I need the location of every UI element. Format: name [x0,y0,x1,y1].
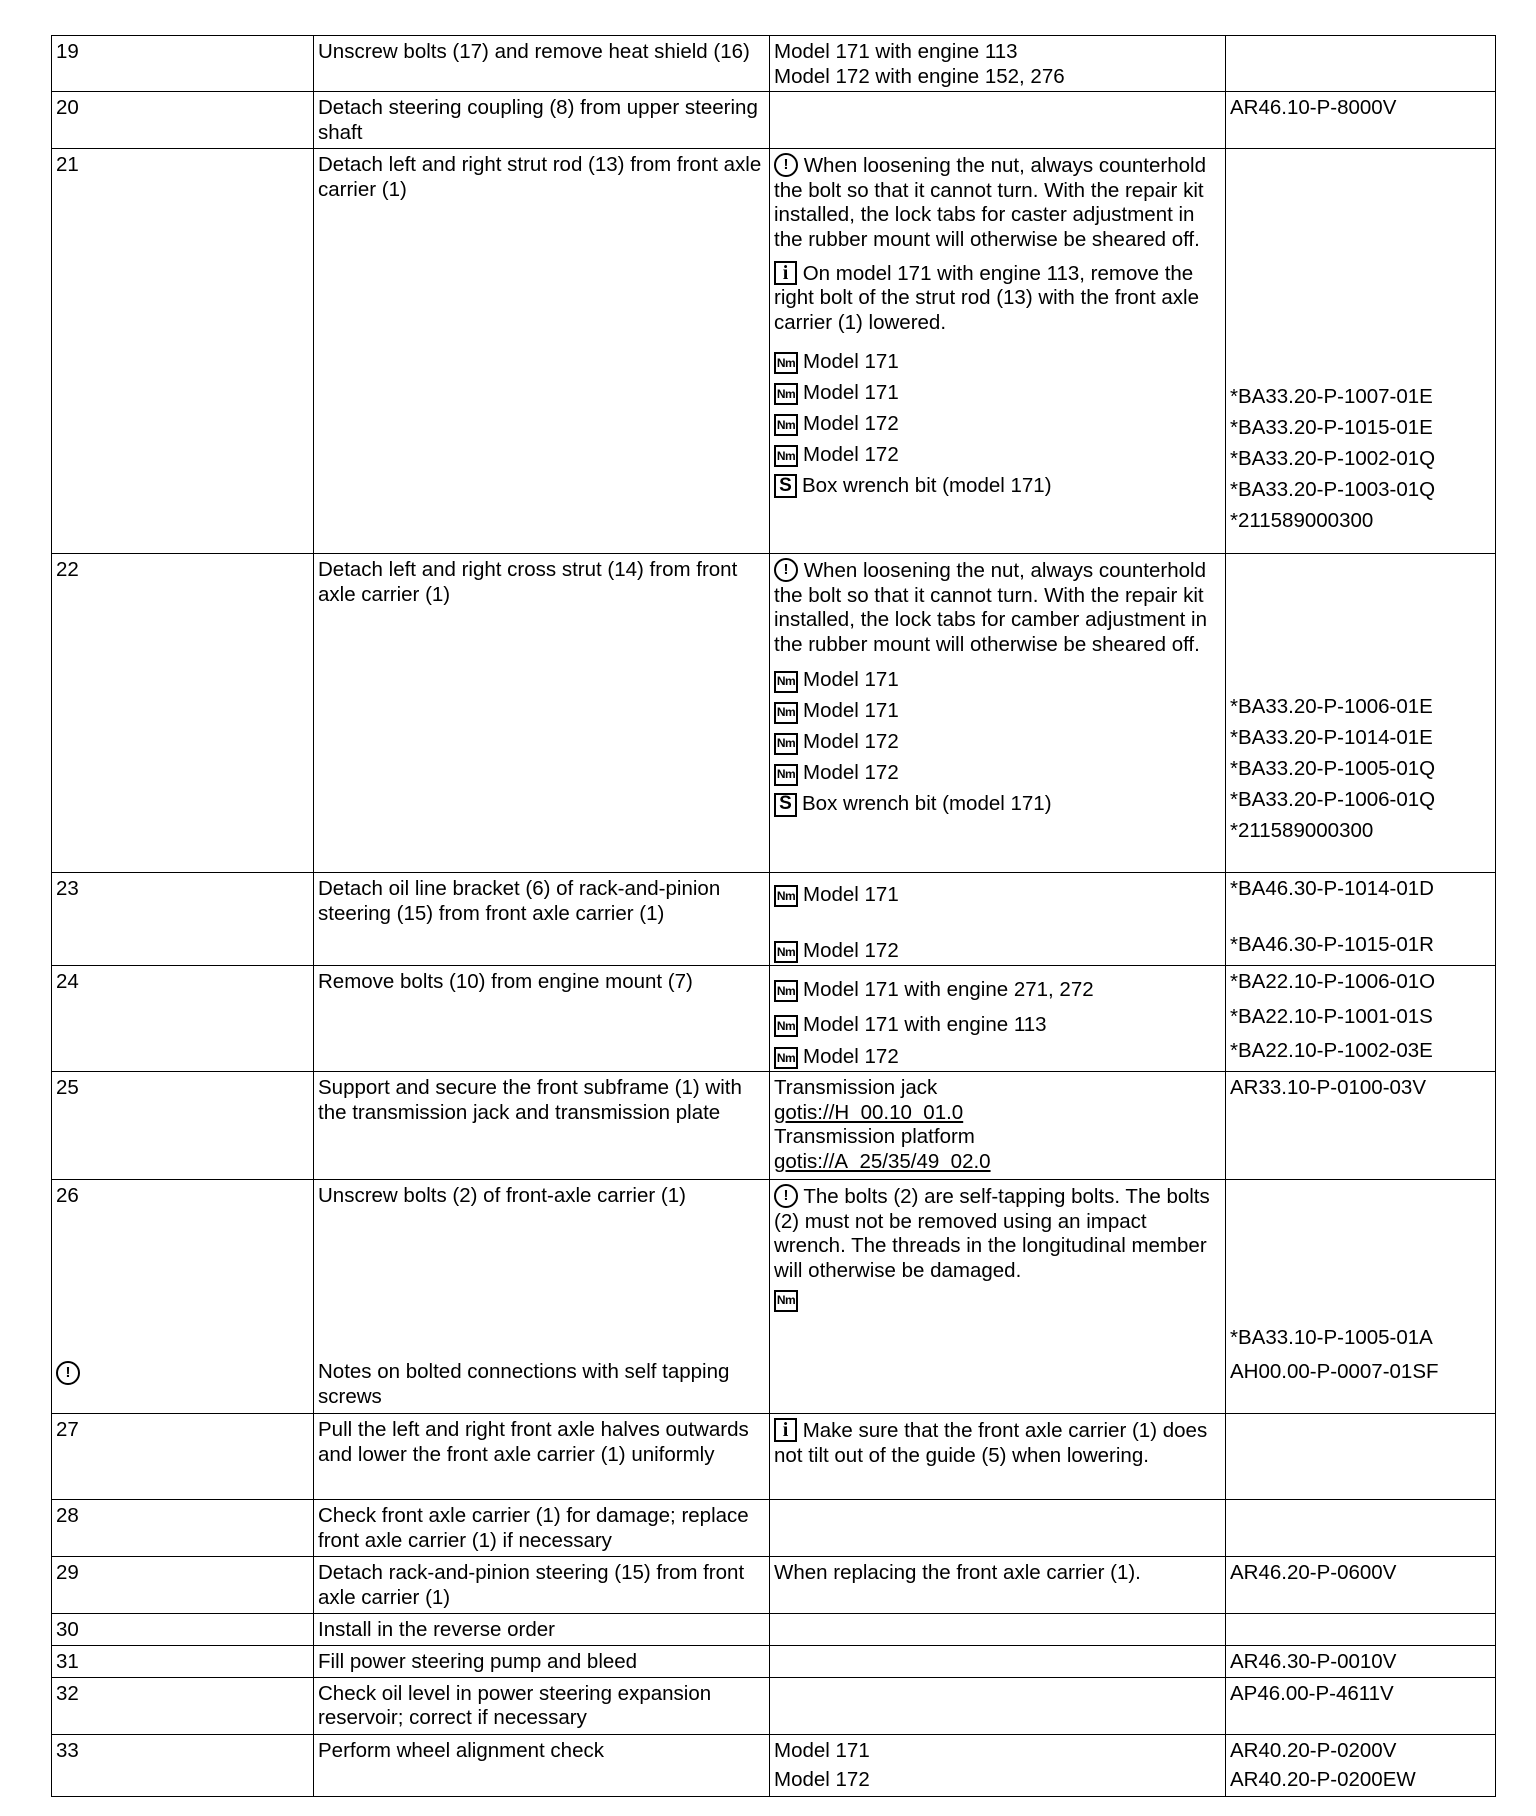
operation-text: Detach rack-and-pinion steering (15) from front axle carrier (1) [314,1557,770,1614]
condition-cell [770,1557,1226,1614]
step-number: 19 [52,36,314,92]
tool-name: Transmission platform [774,1125,975,1149]
reference-cell [1226,554,1496,873]
table-row [52,149,1496,554]
operation-text: Pull the left and right front axle halves outwards and lower the front axle carrier (1) uniformly [314,1414,770,1500]
reference-link[interactable]: *BA33.20-P-1005-01Q [1230,756,1436,780]
step-number: 23 [52,873,314,966]
torque-label: Model 171 [803,349,899,373]
reference-cell [1226,1646,1496,1678]
condition-cell [770,873,1226,966]
condition-cell [770,1734,1226,1796]
work-steps-table [51,35,1496,1797]
torque-item [774,343,1221,374]
torque-label: Model 172 [803,442,899,466]
table-row [52,1500,1496,1557]
warning-icon: ! [774,153,798,177]
torque-item [774,1286,1221,1312]
operation-text: Detach steering coupling (8) from upper steering shaft [314,92,770,149]
condition-cell [770,1180,1226,1414]
step-number: 32 [52,1677,314,1734]
reference-link[interactable]: AR40.20-P-0200EW [1230,1768,1416,1792]
step-number: 21 [52,149,314,554]
operation-text: Check oil level in power steering expansion reservoir; correct if necessary [314,1677,770,1734]
tool-item [774,786,1221,817]
reference-cell [1226,873,1496,966]
table-row [52,1557,1496,1614]
step-number: 22 [52,554,314,873]
torque-item [774,970,1221,1002]
warning-icon: ! [56,1361,80,1385]
torque-item [774,1037,1221,1069]
torque-label: Model 172 [803,1044,899,1068]
condition-cell [770,92,1226,149]
reference-link[interactable]: *BA33.10-P-1005-01A [1230,1326,1433,1350]
torque-icon: Nm [774,733,798,755]
reference-link[interactable]: AR33.10-P-0100-03V [1230,1076,1427,1100]
condition-text: Model 171 [774,1738,870,1762]
condition-text: Model 172 with engine 152, 276 [774,64,1065,88]
info-note [774,1418,1221,1468]
condition-cell [770,966,1226,1072]
warning-text: The bolts (2) are self-tapping bolts. The bolts (2) must not be removed using an impact wrench. The threads in the longitudinal member will otherwise be damaged. [774,1185,1210,1282]
reference-link[interactable]: *BA46.30-P-1015-01R [1230,932,1434,956]
reference-link[interactable]: AR40.20-P-0200V [1230,1738,1397,1762]
torque-label: Model 172 [803,411,899,435]
condition-text: When replacing the front axle carrier (1). [774,1561,1141,1585]
condition-cell [770,1614,1226,1646]
reference-link[interactable]: *BA33.20-P-1003-01Q [1230,477,1436,501]
info-icon: i [774,261,797,285]
reference-cell [1226,966,1496,1072]
tool-part-number[interactable]: *211589000300 [1230,818,1374,842]
torque-item [774,405,1221,436]
table-row [52,873,1496,966]
torque-label: Model 172 [803,729,899,753]
table-row [52,1180,1496,1414]
torque-label: Model 171 with engine 271, 272 [803,977,1094,1001]
special-tool-icon: S [774,474,797,498]
warning-text: When loosening the nut, always counterhold the bolt so that it cannot turn. With the repair kit installed, the lock tabs for caster adjustment in the rubber mount will otherwise be sheared off. [774,154,1206,251]
warning-icon: ! [774,558,798,582]
torque-icon: Nm [774,885,798,907]
operation-text: Check front axle carrier (1) for damage; replace front axle carrier (1) if necessary [314,1500,770,1557]
torque-icon: Nm [774,980,798,1002]
condition-cell [770,1646,1226,1678]
table-row [52,1614,1496,1646]
table-row [52,554,1496,873]
torque-item [774,693,1221,724]
condition-text: Model 171 with engine 113 [774,40,1018,63]
tool-item [774,467,1221,498]
condition-cell [770,1072,1226,1180]
torque-item [774,907,1221,963]
torque-icon: Nm [774,941,798,963]
condition-cell [770,149,1226,554]
reference-link[interactable]: *BA33.20-P-1014-01E [1230,725,1433,749]
warning-note [774,558,1221,657]
reference-link[interactable]: AR46.10-P-8000V [1230,96,1397,120]
operation-text: Detach oil line bracket (6) of rack-and-pinion steering (15) from front axle carrier (1) [314,873,770,966]
reference-cell [1226,1414,1496,1500]
torque-item [774,436,1221,467]
torque-icon: Nm [774,445,798,467]
torque-icon: Nm [774,383,798,405]
operation-text: Unscrew bolts (17) and remove heat shield (16) [314,36,770,92]
step-number-cell [52,1180,314,1414]
gotis-link[interactable]: gotis://A_25/35/49_02.0 [774,1149,991,1173]
torque-item [774,877,1221,907]
operation-text: Detach left and right cross strut (14) from front axle carrier (1) [314,554,770,873]
info-note [774,261,1221,336]
reference-link[interactable]: AR46.20-P-0600V [1230,1561,1397,1585]
operation-text: Perform wheel alignment check [314,1734,770,1796]
reference-link[interactable]: *BA33.20-P-1006-01E [1230,694,1433,718]
torque-label: Model 171 [803,667,899,691]
info-text: Make sure that the front axle carrier (1) does not tilt out of the guide (5) when lowering. [774,1419,1208,1467]
reference-link[interactable]: *BA33.20-P-1015-01E [1230,415,1433,439]
info-text: On model 171 with engine 113, remove the right bolt of the strut rod (13) with the front axle carrier (1) lowered. [774,261,1200,334]
reference-link[interactable]: *BA33.20-P-1006-01Q [1230,787,1436,811]
torque-item [774,724,1221,755]
torque-item [774,1002,1221,1037]
table-row [52,92,1496,149]
note-text: Notes on bolted connections with self tapping screws [318,1360,730,1408]
table-row [52,966,1496,1072]
operation-text: Unscrew bolts (2) of front-axle carrier (1) [318,1184,686,1208]
torque-item [774,755,1221,786]
reference-cell [1226,1180,1496,1414]
reference-cell [1226,1072,1496,1180]
torque-label: Model 171 with engine 113 [803,1012,1047,1036]
reference-link[interactable]: *BA22.10-P-1001-01S [1230,1004,1433,1028]
reference-link[interactable]: *BA46.30-P-1014-01D [1230,877,1434,901]
table-row [52,1646,1496,1678]
operation-text: Detach left and right strut rod (13) from front axle carrier (1) [314,149,770,554]
reference-link[interactable]: *BA33.20-P-1002-01Q [1230,446,1436,470]
torque-icon: Nm [774,764,798,786]
reference-link[interactable]: AH00.00-P-0007-01SF [1230,1360,1439,1384]
torque-item [774,374,1221,405]
tool-part-number[interactable]: *211589000300 [1230,508,1374,532]
warning-text: When loosening the nut, always counterhold the bolt so that it cannot turn. With the repair kit installed, the lock tabs for camber adjustment in the rubber mount will otherwise be sheared off. [774,559,1207,656]
step-number: 20 [52,92,314,149]
torque-label: Model 172 [803,760,899,784]
step-number: 29 [52,1557,314,1614]
warning-note [774,1184,1221,1283]
table-row [52,1072,1496,1180]
tool-label: Box wrench bit (model 171) [802,473,1052,497]
step-number: 24 [52,966,314,1072]
reference-link[interactable]: AP46.00-P-4611V [1230,1681,1394,1705]
reference-cell [1226,1734,1496,1796]
torque-item [774,662,1221,693]
torque-label: Model 171 [803,380,899,404]
operation-cell [314,1180,770,1414]
table-row [52,36,1496,92]
step-number: 25 [52,1072,314,1180]
reference-cell [1226,1677,1496,1734]
torque-icon: Nm [774,1290,798,1312]
torque-icon: Nm [774,702,798,724]
reference-cell [1226,1500,1496,1557]
reference-link[interactable]: AR46.30-P-0010V [1230,1650,1397,1674]
operation-text: Remove bolts (10) from engine mount (7) [314,966,770,1072]
operation-text: Fill power steering pump and bleed [314,1646,770,1678]
torque-label: Model 172 [803,938,899,962]
reference-cell [1226,36,1496,92]
torque-icon: Nm [774,352,798,374]
tool-name: Transmission jack [774,1076,938,1100]
table-row [52,1734,1496,1796]
warning-icon: ! [774,1184,798,1208]
table-row [52,1677,1496,1734]
step-number: 33 [52,1734,314,1796]
step-number: 31 [52,1646,314,1678]
reference-cell [1226,92,1496,149]
condition-cell [770,1500,1226,1557]
reference-link[interactable]: *BA22.10-P-1002-03E [1230,1039,1433,1063]
torque-icon: Nm [774,1047,798,1069]
warning-note [774,153,1221,252]
tool-label: Box wrench bit (model 171) [802,791,1052,815]
step-number: 27 [52,1414,314,1500]
condition-text: Model 172 [774,1768,870,1792]
condition-cell [770,1414,1226,1500]
reference-cell [1226,1614,1496,1646]
reference-link[interactable]: *BA33.20-P-1007-01E [1230,384,1433,408]
torque-label: Model 171 [803,882,899,906]
special-tool-icon: S [774,793,797,817]
reference-link[interactable]: *BA22.10-P-1006-01O [1230,970,1436,994]
condition-cell [770,554,1226,873]
torque-label: Model 171 [803,698,899,722]
torque-icon: Nm [774,671,798,693]
info-icon: i [774,1418,797,1442]
condition-cell [770,36,1226,92]
torque-icon: Nm [774,1015,798,1037]
reference-cell [1226,149,1496,554]
condition-cell [770,1677,1226,1734]
step-number: 30 [52,1614,314,1646]
reference-cell [1226,1557,1496,1614]
operation-text: Support and secure the front subframe (1) with the transmission jack and transmission plate [314,1072,770,1180]
table-row [52,1414,1496,1500]
step-number: 26 [56,1184,79,1208]
step-number: 28 [52,1500,314,1557]
gotis-link[interactable]: gotis://H_00.10_01.0 [774,1100,964,1124]
torque-icon: Nm [774,414,798,436]
operation-text: Install in the reverse order [314,1614,770,1646]
